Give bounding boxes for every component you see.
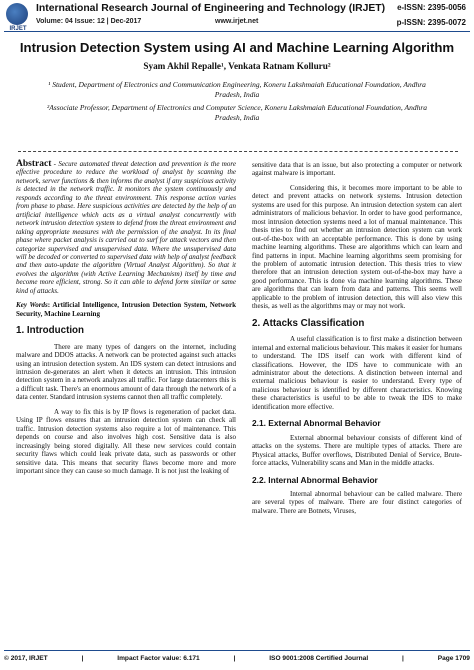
paper-title: Intrusion Detection System using AI and Machine Learning Algorithm bbox=[19, 40, 455, 55]
attacks-paragraph: A useful classification is to first make a distinction between internal and external malicious behaviour. This makes it easier for humans to understand. The IDS itself can work with different kind of classifications. However, the IDS have to communicate with an administrator about the detections. A distinction between internal and external malicious behaviour is easier to understand. Every type of malicious behaviour is identified by different characteristics. Knowing these characteristics is useful to be able to tweak the IDS to make identification more effective. bbox=[252, 335, 462, 411]
footer-impact: Impact Factor value: 6.171 bbox=[117, 655, 200, 662]
footer bbox=[4, 655, 470, 662]
footer-divider bbox=[4, 650, 470, 651]
logo-text: IRJET bbox=[9, 26, 27, 32]
p-issn: p-ISSN: 2395-0072 bbox=[396, 18, 466, 27]
journal-volume: Volume: 04 Issue: 12 | Dec-2017 bbox=[36, 18, 142, 25]
abstract-text: - Secure automated threat detection and prevention is the more effective procedure to reduce the workload of analyst by scanning the network, server functions & then informs the analyst if any suspicious activity is detected in the network traffic. It monitors the system continuously and responds according to the threat environment. This response action varies from phase to phase. Here suspicious activities are detected by the help of an artificial intelligence which acts as a virtual analyst concurrently with network intrusion detection system to defend from the threat environment and taking appropriate measures with the permission of the analyst. In its final phase where packet analysis is carried out to surf for attack vectors and then categorize supervised and unsupervised data. Where the unsupervised data will be decoded or converted to supervised data with help of analyst feedback and then auto-update the algorithm (Virtual Analyst Algorithm). So that it evolves the algorithm (with Active Learning Mechanism) itself by time and become more efficient, strong. So it can able to defend form similar or same kind of attacks. bbox=[16, 160, 236, 295]
affiliation-1: ¹ Student, Department of Electronics and Communication Engineering, Koneru Lakshmaiah Educational Foundation, Andhra Pradesh, India bbox=[48, 80, 426, 99]
footer-page: Page 1709 bbox=[437, 655, 470, 662]
introduction-paragraph-1: There are many types of dangers on the internet, including malware and DDOS attacks. A network can be protected against such attacks using an intrusion detection system. An IDS system can detect intrusions and intrusion de-generates an alert when it detects an intrusion. This intrusion detection system in a network analyzes all traffic. For large datacenters this is a difficult task. There's an enormous amount of data through the network of a data center. Standard intrusion systems cannot then all traffic completely. bbox=[16, 342, 236, 402]
affiliation-2: ²Associate Professor, Department of Electronics and Computer Science, Koneru Lakshmaiah Educational Foundation, Andhra Pradesh, India bbox=[46, 103, 428, 122]
keywords-text: : Artificial Intelligence, Intrusion Detection System, Network Security, Machine Learning bbox=[16, 301, 237, 318]
abstract-label: Abstract bbox=[16, 159, 52, 169]
authors: Syam Akhil Repalle¹, Venkata Ratnam Kolluru² bbox=[143, 61, 331, 71]
journal-logo-icon bbox=[6, 3, 28, 25]
journal-url[interactable]: www.irjet.net bbox=[215, 18, 259, 25]
abstract bbox=[16, 160, 236, 295]
right-paragraph-1: sensitive data that is an issue, but also protecting a computer or network against malware is important. bbox=[252, 161, 462, 178]
footer-separator: | bbox=[81, 655, 84, 662]
attacks-heading: 2. Attacks Classification bbox=[252, 317, 365, 329]
right-paragraph-2: Considering this, it becomes more important to be able to detect and prevent attacks on network systems. Intrusion detection systems are used for this purpose. An intrusion detection system can alert administrators of malicious behavior. In order to have good performance, most intrusion detection systems need a lot of manual maintenance. This thesis tries to find out whether an intrusion detection system can work out-of-the-box with an acceptable performance. This is done by using machine learning algorithms. These are algorithms which can learn and find patterns in input. Machine learning algorithms seem promising for the problem of automatic intrusion detection. This thesis tries to view therefore that an intrusion detection system out-of-the-box may have a good performance. This is done via machine learning algorithms. These are algorithms that can learn from data and patterns. This seems well applicable to the problem of intrusion detection, this will also view this thesis, as well as the algorithms may or may not work. bbox=[252, 183, 462, 311]
header-divider bbox=[4, 31, 470, 32]
section-divider bbox=[18, 151, 458, 152]
footer-separator: | bbox=[402, 655, 404, 662]
e-issn: e-ISSN: 2395-0056 bbox=[397, 3, 466, 12]
external-behavior-paragraph: External abnormal behaviour consists of different kind of attacks on the systems. There are multiple types of attacks. There are Physical attacks, Buffer overflows, Distributed Denial of Service, Brute- force attacks, Vulnerability scans and Man in the middle attacks. bbox=[252, 433, 462, 468]
footer-copyright: © 2017, IRJET bbox=[4, 655, 48, 662]
footer-iso: ISO 9001:2008 Certified Journal bbox=[269, 655, 369, 662]
introduction-heading: 1. Introduction bbox=[16, 325, 85, 337]
footer-separator: | bbox=[233, 655, 236, 662]
internal-behavior-paragraph: Internal abnormal behaviour can be called malware. There are several types of malware. There are four distinct categories of malware. There are Botnets, Viruses, bbox=[252, 489, 462, 515]
right-column bbox=[252, 161, 462, 521]
keywords bbox=[16, 301, 236, 318]
journal-title: International Research Journal of Engineering and Technology (IRJET) bbox=[36, 3, 386, 14]
keywords-label: Key Words bbox=[16, 301, 48, 310]
introduction-paragraph-2: A way to fix this is by IP flows is regeneration of packet data. Using IP flows ensures that an intrusion detection system can check all traffic. Intrusion detection systems also require a lot of maintenance. This depends on course and also involves high cost. Sensitive data is also increasingly being stored digitally. All these new services could contain security flaws which could leak private data, such as passwords or other sensitive data. This means that security flaws become more and more important since they can cause so much damage. It is not just the leaking of bbox=[16, 407, 236, 475]
internal-behavior-heading: 2.2. Internal Abnormal Behavior bbox=[252, 474, 378, 485]
left-column bbox=[16, 160, 236, 481]
external-behavior-heading: 2.1. External Abnormal Behavior bbox=[252, 418, 381, 429]
